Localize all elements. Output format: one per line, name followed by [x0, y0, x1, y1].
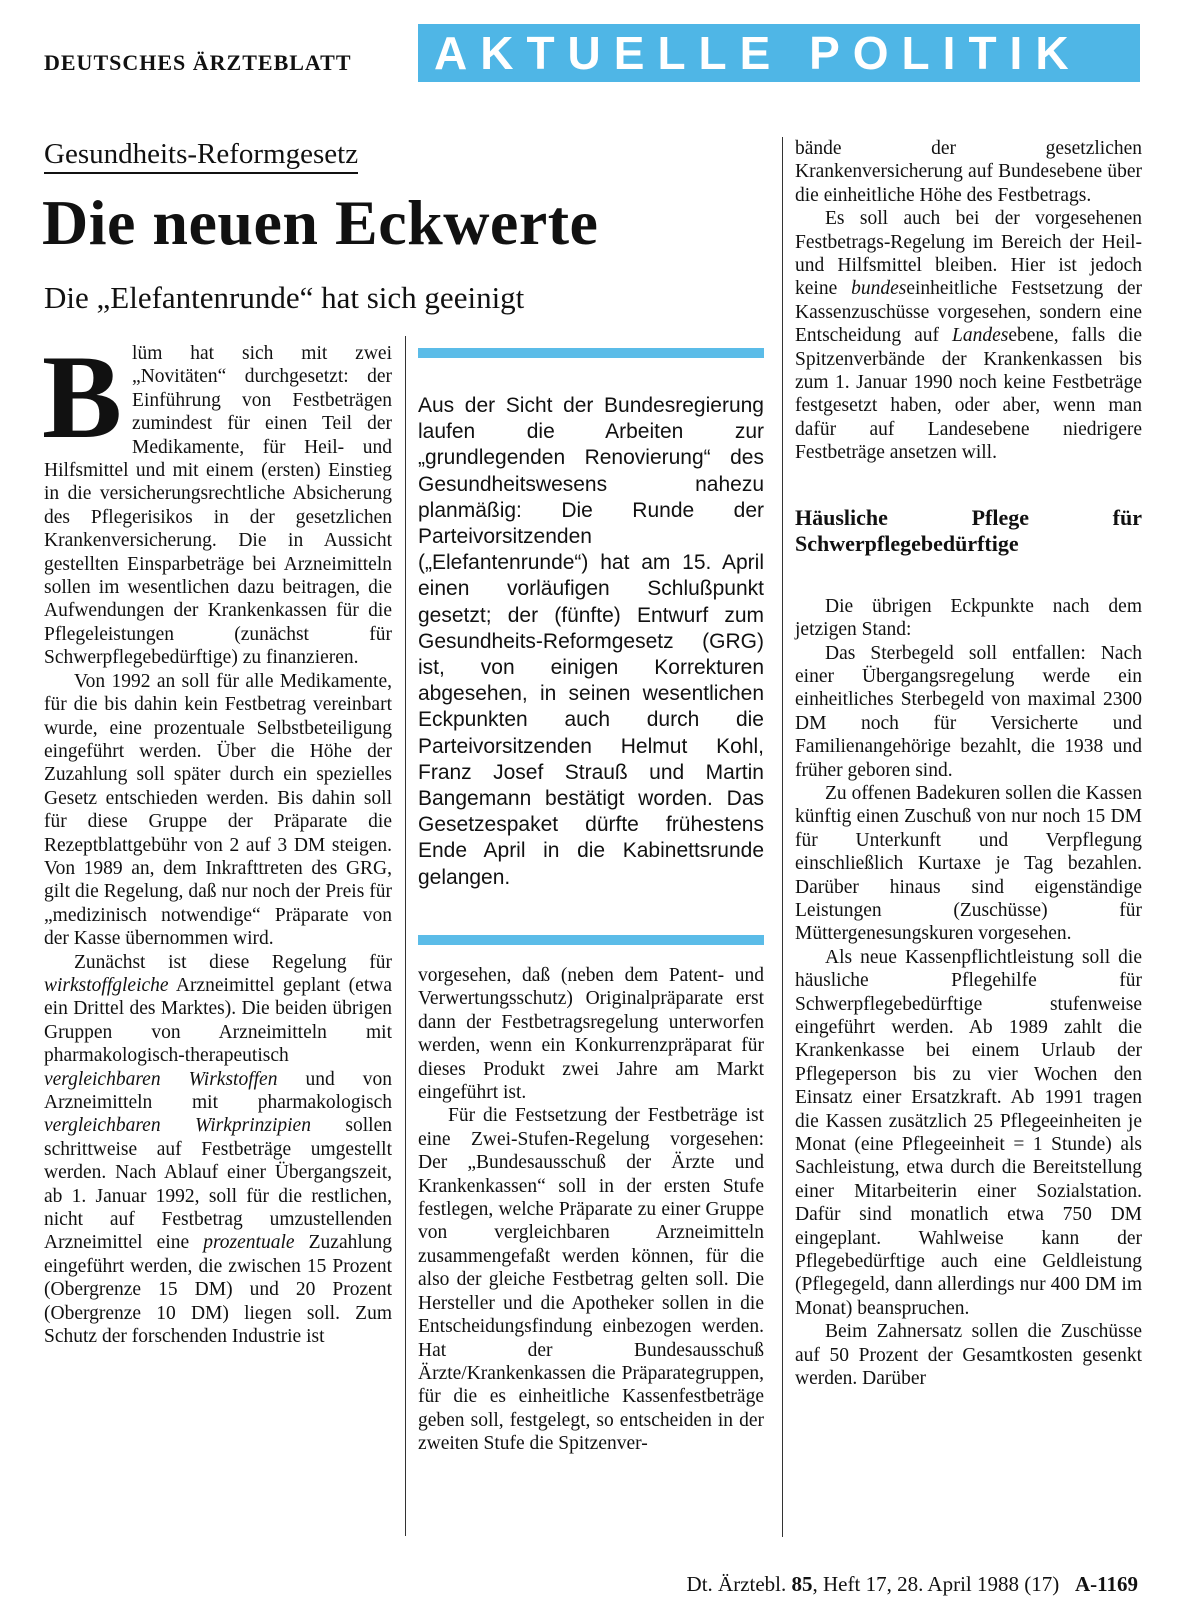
- paragraph: Es soll auch bei der vorgesehenen Festbetrags-Regelung im Bereich der Heil- und Hilfsmittel bleiben. Hier ist jedoch keine bundeseinheitliche Festsetzung der Kassenzuschüsse vorgesehen, sondern eine Entscheidung auf Landesebene, falls die Spitzenverbände der Krankenkassen bis zum 1. Januar 1990 noch keine Festbeträge festgesetzt haben, oder aber, wenn man dafür auf Landesebene niedrigere Festbeträge ansetzen will.: [795, 208, 1142, 464]
- footer-source: Dt. Ärztebl.: [686, 1572, 787, 1596]
- section-banner: AKTUELLE POLITIK: [418, 24, 1140, 82]
- drop-cap: B: [42, 330, 123, 463]
- paragraph: lüm hat sich mit zwei „Novitäten“ durchgesetzt: der Einführung von Festbeträgen zumindest für einen Teil der Medikamente, für Heil- und Hilfsmittel und mit einem (ersten) Einstieg in die versicherungsrechtliche Absicherung des Pflegerisikos in der gesetzlichen Krankenversicherung. Die in Aussicht gestellten Einsparbeträge bei Arzneimitteln sollen im wesentlichen dazu beitragen, die Aufwendungen der Krankenkassen für die Pflegeleistungen (zunächst für Schwerpflegebedürftige) zu finanzieren.: [44, 343, 392, 669]
- subhead: Die „Elefantenrunde“ hat sich geeinigt: [44, 280, 525, 315]
- article-column-1: [42, 330, 393, 1348]
- paragraph: Beim Zahnersatz sollen die Zuschüsse auf 50 Prozent der Gesamtkosten gesenkt werden. Darüber: [795, 1321, 1142, 1390]
- section-subheading: Häusliche Pflege für Schwerpflegebedürftige: [795, 504, 1142, 556]
- column-rule: [782, 137, 783, 1537]
- paragraph: Für die Festsetzung der Festbeträge ist eine Zwei-Stufen-Regelung vorgesehen: Der „Bundesausschuß der Ärzte und Krankenkassen“ soll in der ersten Stufe festlegen, welche Präparate zu einer Gruppe von vergleichbaren Arzneimitteln zusammengefaßt werden können, für die also der gleiche Festbetrag gelten soll. Die Hersteller und die Apotheker sollen in die Entscheidungsfindung einbezogen werden. Hat der Bundesausschuß Ärzte/Krankenkassen die Präparategruppen, für die es einheitliche Kassenfestbeträge geben soll, festgelegt, so entscheiden in der zweiten Stufe die Spitzenver-: [418, 1105, 764, 1455]
- kicker: Gesundheits-Reformgesetz: [44, 138, 358, 174]
- paragraph: Das Sterbegeld soll entfallen: Nach einer Übergangsregelung werde ein einheitliches Sterbegeld von maximal 2300 DM noch für Versicherte und Familienangehörige bezahlt, die 1938 und früher geboren sind.: [795, 642, 1142, 781]
- teaser-box: Aus der Sicht der Bundesregierung laufen die Arbeiten zur „grundlegenden Renovierung“ des Gesundheitswesens nahezu planmäßig: Die Runde der Parteivorsitzenden („Elefantenrunde“) hat am 15. April einen vorläufigen Schlußpunkt gesetzt; der (fünfte) Entwurf zum Gesundheits-Reformgesetz (GRG) ist, von einigen Korrekturen abgesehen, in seinen wesentlichen Eckpunkten auch durch die Parteivorsitzenden Helmut Kohl, Franz Josef Strauß und Martin Bangemann bestätigt worden. Das Gesetzespaket dürfte frühestens Ende April in die Kabinettsrunde gelangen.: [418, 394, 764, 889]
- paragraph: bände der gesetzlichen Krankenversicherung auf Bundesebene über die einheitliche Höhe des Festbetrags.: [795, 138, 1142, 206]
- page-number: A-1169: [1075, 1572, 1138, 1596]
- masthead: DEUTSCHES ÄRZTEBLATT: [44, 50, 352, 75]
- paragraph: vorgesehen, daß (neben dem Patent- und Verwertungsschutz) Originalpräparate erst dann der Festbetragsregelung unterworfen werden, wenn ein Konkurrenzpräparat für dieses Produkt zwei Jahre am Markt eingeführt ist.: [418, 965, 764, 1104]
- footer-volume: 85: [791, 1572, 813, 1596]
- paragraph: Zunächst ist diese Regelung für wirkstoffgleiche Arzneimittel geplant (etwa ein Drittel des Marktes). Die beiden übrigen Gruppen von Arzneimitteln mit pharmakologisch-therapeutisch vergleichbaren Wirkstoffen und von Arzneimitteln mit pharmakologisch vergleichbaren Wirkprinzipien sollen schrittweise auf Festbeträge umgestellt werden. Nach Ablauf einer Übergangszeit, ab 1. Januar 1992, soll für die restlichen, nicht auf Festbetrag umzustellenden Arzneimittel eine prozentuale Zuzahlung eingeführt werden, die zwischen 15 Prozent (Obergrenze 15 DM) und 20 Prozent (Obergrenze 10 DM) liegen soll. Zum Schutz der forschenden Industrie ist: [44, 951, 393, 1348]
- article-column-2: [418, 964, 764, 1456]
- article-column-3: [795, 137, 1142, 1391]
- paragraph: Von 1992 an soll für alle Medikamente, für die bis dahin kein Festbetrag vereinbart wurde, eine prozentuale Selbstbeteiligung eingeführt werden. Über die Höhe der Zuzahlung soll später durch ein spezielles Gesetz entschieden werden. Bis dahin soll für diese Gruppe der Präparate die Rezeptblattgebühr von 2 auf 3 DM steigen. Von 1989 an, dem Inkrafttreten des GRG, gilt die Regelung, daß nur noch der Preis für „medizinisch notwendige“ Präparate von der Kasse übernommen wird.: [44, 670, 392, 950]
- paragraph: Zu offenen Badekuren sollen die Kassen künftig einen Zuschuß von nur noch 15 DM für Unterkunft und Verpflegung einschließlich Kurtaxe je Tag bezahlen. Darüber hinaus sind eigenständige Leistungen (Zuschüsse) für Müttergenesungskuren vorgesehen.: [795, 782, 1142, 945]
- paragraph: Die übrigen Eckpunkte nach dem jetzigen Stand:: [795, 595, 1142, 641]
- column-rule: [405, 336, 406, 1536]
- page-footer: [687, 1572, 1138, 1597]
- teaser-rule-bottom: [418, 935, 764, 945]
- paragraph: Als neue Kassenpflichtleistung soll die häusliche Pflegehilfe für Schwerpflegebedürftige stufenweise eingeführt werden. Ab 1989 zahlt die Krankenkasse bei einem Urlaub der Pflegeperson bis zu vier Wochen den Einsatz einer Ersatzkraft. Ab 1991 tragen die Kassen zusätzlich 25 Pflegeeinheiten je Monat (eine Pflegeeinheit = 1 Stunde) als Sachleistung, etwa durch die Bereitstellung einer Mitarbeiterin einer Sozialstation. Dafür sind monatlich etwa 750 DM eingeplant. Wahlweise kann der Pflegebedürftige auch eine Geldleistung (Pflegegeld, dann allerdings nur 400 DM im Monat) beanspruchen.: [795, 946, 1142, 1319]
- footer-issue: , Heft 17, 28. April 1988 (17): [812, 1572, 1060, 1596]
- teaser-rule-top: [418, 348, 764, 358]
- headline: Die neuen Eckwerte: [42, 187, 599, 258]
